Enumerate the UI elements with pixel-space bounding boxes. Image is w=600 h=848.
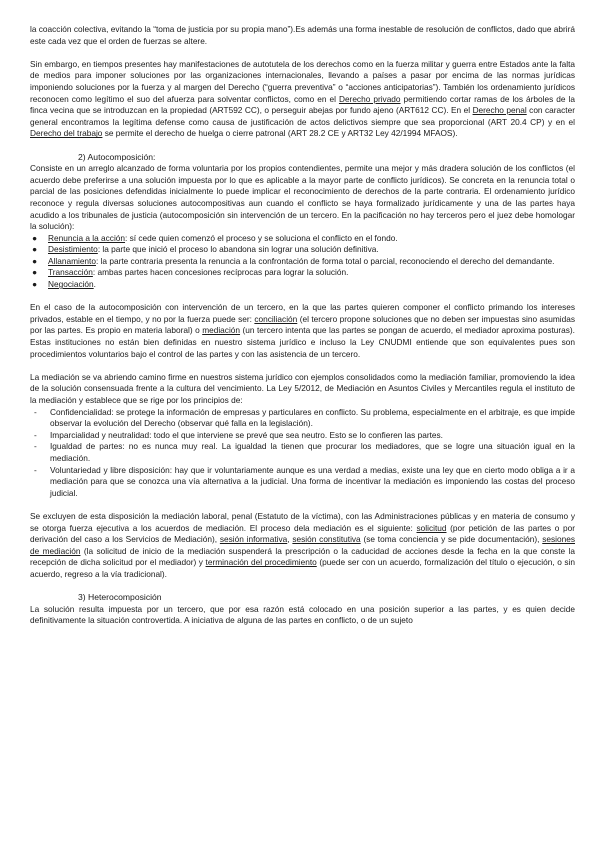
- sesiones-mediacion-term: sesiones de mediación: [30, 534, 575, 556]
- bullet-icon: ●: [32, 232, 38, 243]
- list-item: - Igualdad de partes: no es nunca muy real. La igualdad la tienen que procurar los mediadores, que se logre una situación igual en la mediación.: [34, 441, 575, 463]
- list-item: ● Transacción: ambas partes hacen concesiones recíprocas para lograr la solución.: [32, 267, 349, 278]
- bullet-icon: ●: [32, 244, 38, 255]
- paragraph-gap: [30, 499, 575, 511]
- paragraph-gap: [30, 47, 575, 59]
- paragraph-intro: la coacción colectiva, evitando la “toma de justicia por su propia mano”).Es además una forma inestable de resolución de conflictos, dado que abrirá este cada vez que el orden de fuerzas se altere.: [30, 24, 575, 46]
- list-item: ● Negociación.: [32, 279, 96, 290]
- list-item: ● Desistimiento: la parte que inició el proceso lo abandona sin lograr una solución definitiva.: [32, 244, 379, 255]
- heading-heterocomposicion: 3) Heterocomposición: [78, 592, 162, 603]
- document-page: [30, 24, 575, 627]
- list-item: ● Allanamiento: la parte contraria presenta la renuncia a la confrontación de forma total o parcial, reconociendo el derecho del demandante.: [32, 255, 555, 266]
- mediacion-term: mediación: [202, 325, 241, 336]
- paragraph-autotutela: Sin embargo, en tiempos presentes hay manifestaciones de autotutela de los derechos como en la fuerza militar y guerra entre Estados ante la falta de medios para imponer soluciones por las organizaciones internacionales, llevando a países a pasar por encima de las normas jurídicas imponiendo soluciones por la fuerza y al margen del Derecho (“guerra preventiva” o “acciones anticipatorias”). También los ordenamiento jurídicos reconocen como legítimo el suo del afuerza para solventar conflictos, como en el Derecho privado permitiendo cortar ramas de los árboles de la finca vecina que se introduzcan en la propiedad (ART592 CC), o perseguir abejas por fundo ajeno (ART612 CC). En el Derecho penal con caracter general encontramos la legítima defense como causa de justificación de actos delictivos siempre que sea proporcional (ART 20.4 CP) y en el Derecho del trabajo se permite el derecho de huelga o cierre patronal (ART 28.2 CE y ART32 Ley 42/1994 MFAOS).: [30, 58, 575, 139]
- paragraph-autocomposicion: Consiste en un arreglo alcanzado de forma voluntaria por los propios contendientes, permite una mejor y más dradera solución de los conflictos (el acuerdo debe preferirse a una solución impuesta por lo que es aplicable a la mayor parte de conflicto jurídicos). Se concreta en la renuncia total o parcial de las posiciones defendidas inicialmente lo puede implicar el reconocimiento de derechos de la parte contraria. El ordenamiento jurídico reconoce y regula diversas soluciones autocompositivas aun cuando el conflicto se haya formalizado jurídicamente y una de las partes haya acudido a los tribunales de justicia (autocomposición sin intervención de un tercero. En la pacificación no hay terceros pero el juez debe homologar la solución):: [30, 163, 575, 232]
- dash-marker: -: [34, 441, 37, 452]
- list-item: ● Renuncia a la acción: sí cede quien comenzó el proceso y se soluciona el conflicto en el fondo.: [32, 232, 398, 243]
- bullet-icon: ●: [32, 279, 38, 290]
- paragraph-excluyen: Se excluyen de esta disposición la mediación laboral, penal (Estatuto de la víctima), con las Administraciones públicas y en materia de consumo y se otorga fuerza ejecutiva a los acuerdos de mediación. El proceso dela mediación es el siguiente: solicitud (por petición de las partes o por derivación del caso a los Servicios de Mediación), sesión informativa, sesión constitutiva (se toma conciencia y se pide documentación), sesiones de mediación (la solicitud de inicio de la mediación suspenderá la prescripción o la caducidad de acciones desde la fecha en la que conste la recepción de dicha solicitud por el mediador) y terminación del procedimiento (puede ser con un acuerdo, formalización del título o ejecución, o sin acuerdo, regreso a la vía tradicional).: [30, 510, 575, 579]
- derecho-penal-term: Derecho penal: [472, 105, 527, 116]
- sesion-informativa-term: sesión informativa: [219, 534, 288, 545]
- autocomposition-list: [30, 233, 575, 291]
- derecho-privado-term: Derecho privado: [338, 93, 401, 104]
- paragraph-tercero: En el caso de la autocomposición con intervención de un tercero, en la que las partes quieren componer el conflicto primando los intereses privados, estable en el tiempo, y no por la fuerza puede ser: conciliación (el tercero propone soluciones que no deben ser impuestas sino asumidas por las partes. Es propio en materia laboral) o mediación (un tercero intenta que las partes se pongan de acuerdo, el mediador aproxima posturas). Estas instituciones no están bien definidas en nuestro sistema jurídico e incluso la Ley CNUDMI entiende que son equivalentes pues son procedimientos voluntarios bajo el control de las partes y con las asistencia de un tercero.: [30, 302, 576, 359]
- principles-list: [30, 407, 575, 500]
- heading-autocomposicion: 2) Autocomposición:: [78, 151, 156, 162]
- dash-marker: -: [34, 429, 37, 440]
- list-item: - Imparcialidad y neutralidad: todo el que interviene se prevé que sea neutro. Esto se lo confieren las partes.: [34, 429, 443, 440]
- list-item: - Confidencialidad: se protege la información de empresas y particulares en conflicto. Su problema, especialmente en el arbitraje, es que impide observar la evolución del Derecho (observar qué falla en la legislación).: [34, 406, 575, 429]
- list-item: - Voluntariedad y libre disposición: hay que ir voluntariamente aunque es una verdad a medias, existe una ley que en cierto modo obliga a ir a mediación para que se conozca una vía alternativa a la judicial. Una forma de incentivar la mediación es imponiendo las costas del proceso judicial.: [34, 464, 575, 498]
- bullet-icon: ●: [32, 267, 38, 278]
- bullet-icon: ●: [32, 255, 38, 266]
- dash-marker: -: [34, 464, 37, 475]
- paragraph-gap: [30, 140, 575, 152]
- paragraph-mediacion: La mediación se va abriendo camino firme en nuestros sistema jurídico con ejemplos consolidados como la mediación familiar, promoviendo la idea de la solución consensuada frente a la cultura del vencimiento. La Ley 5/2012, de Mediación en Asuntos Civiles y Mercantiles regula el instituto de la mediación y establece que se rige por los principios de:: [30, 371, 575, 405]
- paragraph-heterocomposicion: La solución resulta impuesta por un tercero, que por esa razón está colocado en una posición superior a las partes, y es quien decide definitivamente la situación controvertida. A iniciativa de alguna de las partes en conflicto, o de un sujeto: [30, 603, 575, 626]
- derecho-trabajo-term: Derecho del trabajo: [30, 128, 103, 139]
- paragraph-gap: [30, 581, 575, 593]
- sesion-constitutiva-term: sesión constitutiva: [292, 534, 361, 545]
- paragraph-gap: [30, 360, 575, 372]
- conciliacion-term: conciliación: [254, 313, 298, 324]
- terminacion-term: terminación del procedimiento: [205, 557, 317, 568]
- paragraph-gap: [30, 291, 575, 303]
- solicitud-term: solicitud: [416, 522, 447, 533]
- dash-marker: -: [34, 406, 37, 417]
